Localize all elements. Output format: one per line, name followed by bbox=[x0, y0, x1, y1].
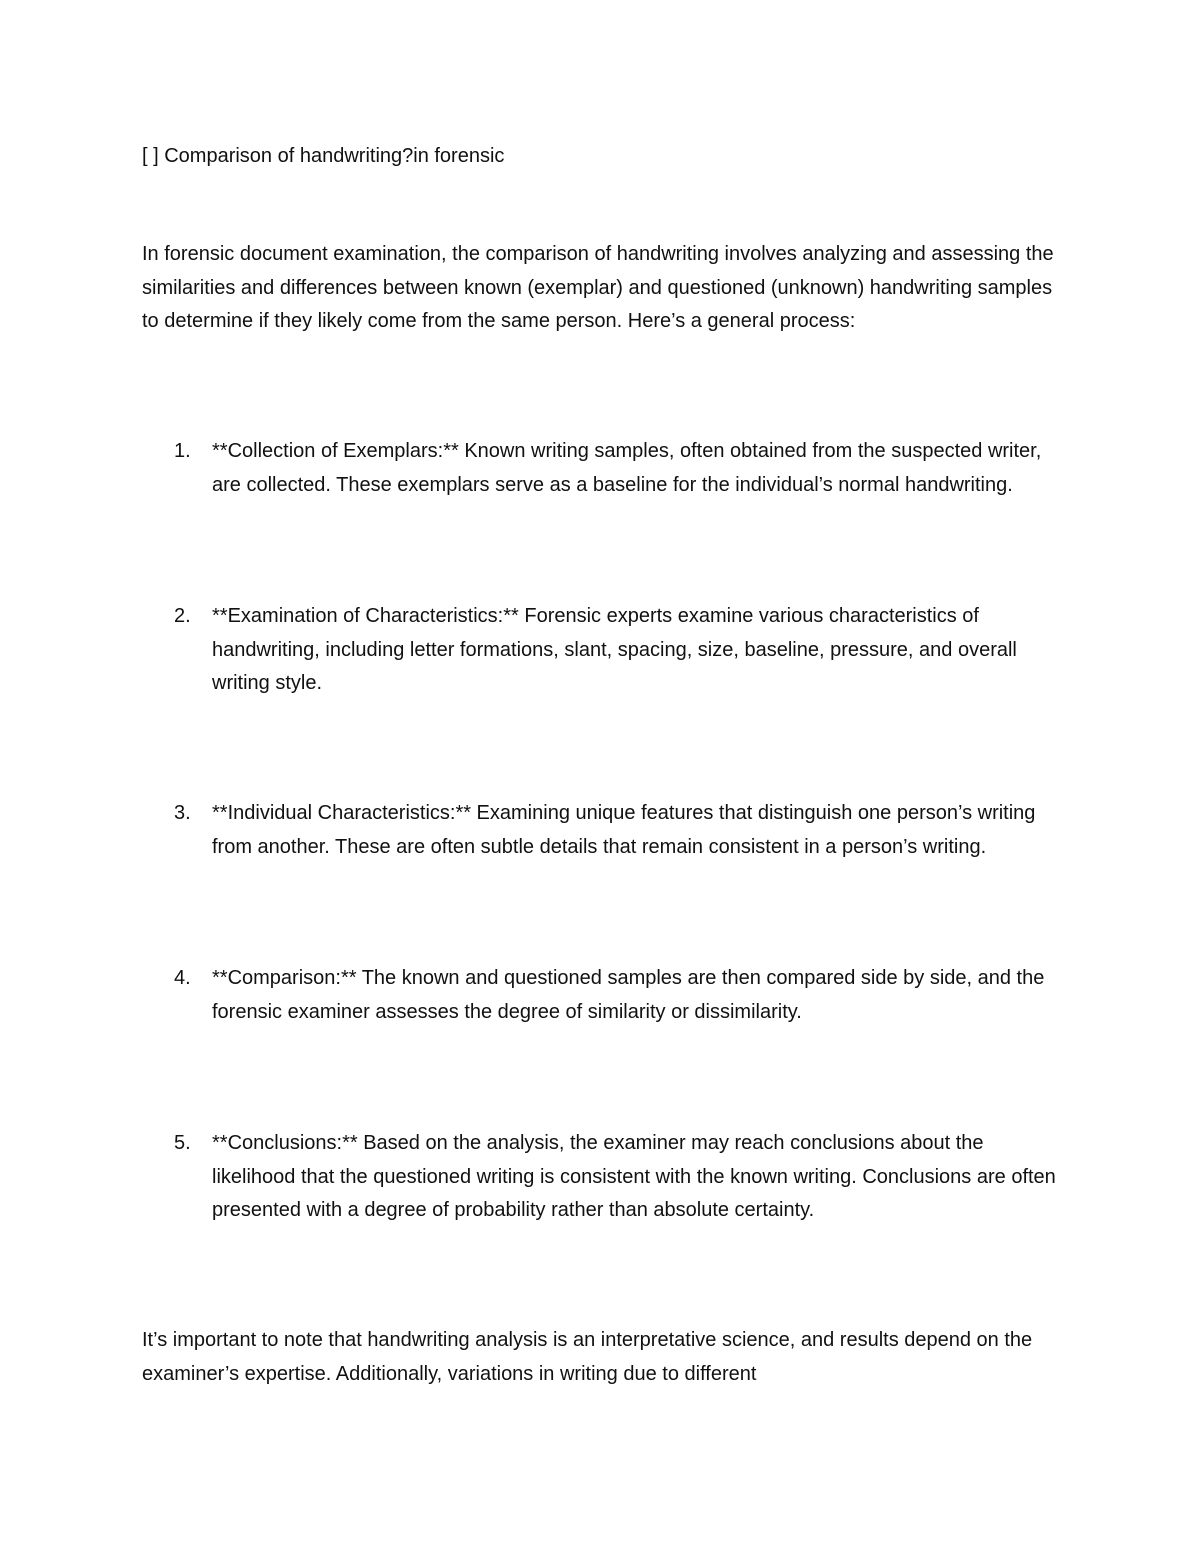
intro-paragraph: In forensic document examination, the comparison of handwriting involves analyzing and assessing the similarities and differences between known (exemplar) and questioned (unknown) handwriting samples to determine if they likely come from the same person. Here’s a general process: bbox=[142, 243, 1054, 332]
list-number: 5. bbox=[174, 1132, 191, 1154]
list-number: 4. bbox=[174, 967, 191, 989]
list-number: 2. bbox=[174, 605, 191, 627]
list-text: **Examination of Characteristics:** Forensic experts examine various characteristics of handwriting, including letter formations, slant, spacing, size, baseline, pressure, and overall writing style. bbox=[212, 605, 1017, 694]
list-number: 3. bbox=[174, 802, 191, 824]
list-text: **Comparison:** The known and questioned samples are then compared side by side, and the forensic examiner assesses the degree of similarity or dissimilarity. bbox=[212, 967, 1045, 1023]
list-number: 1. bbox=[174, 440, 191, 462]
list-text: **Collection of Exemplars:** Known writing samples, often obtained from the suspected writer, are collected. These exemplars serve as a baseline for the individual’s normal handwriting. bbox=[212, 440, 1042, 496]
closing-paragraph: It’s important to note that handwriting analysis is an interpretative science, and results depend on the examiner’s expertise. Additionally, variations in writing due to different bbox=[142, 1329, 1033, 1385]
list-text: **Individual Characteristics:** Examining unique features that distinguish one person’s writing from another. These are often subtle details that remain consistent in a person’s writing. bbox=[212, 802, 1036, 858]
document-title: [ ] Comparison of handwriting?in forensic bbox=[142, 145, 505, 167]
list-text: **Conclusions:** Based on the analysis, the examiner may reach conclusions about the likelihood that the questioned writing is consistent with the known writing. Conclusions are often presented with a degree of probability rather than absolute certainty. bbox=[212, 1132, 1056, 1221]
